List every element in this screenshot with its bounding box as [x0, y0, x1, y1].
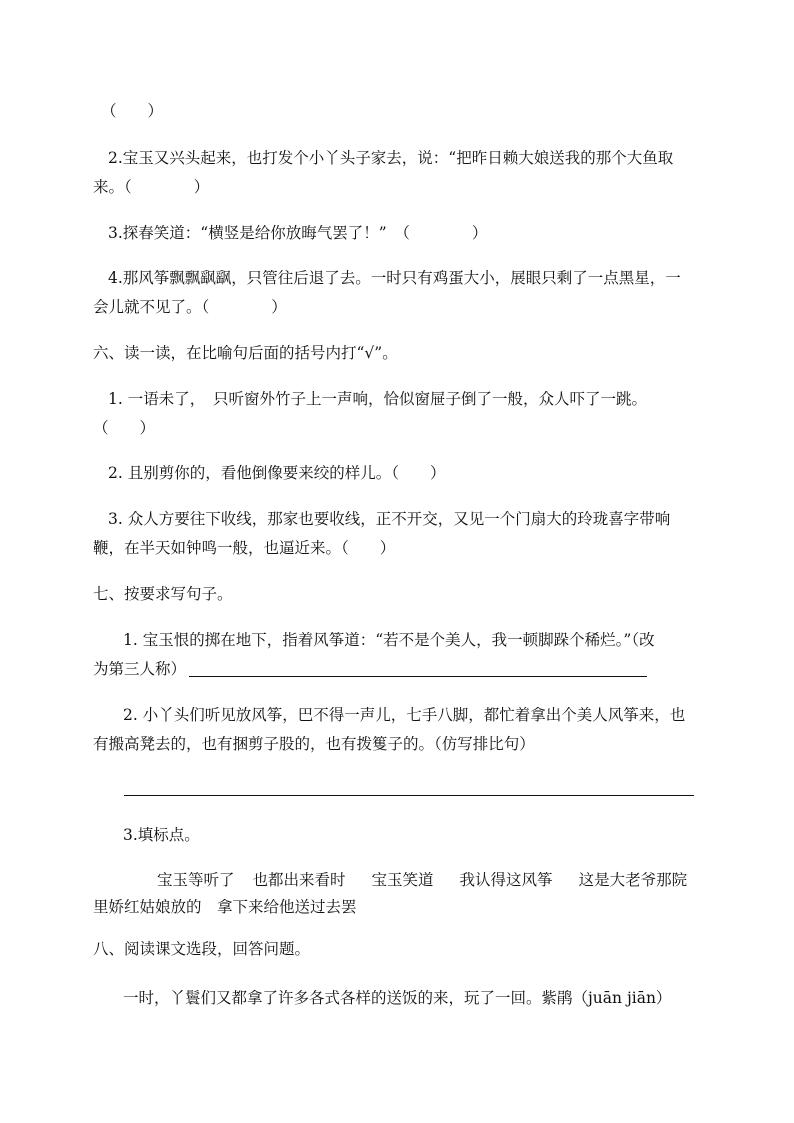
- answer-bracket: （ ）: [101, 102, 164, 120]
- question-3: 3.探春笑道：“横竖是给你放晦气罢了！” （ ）: [108, 224, 488, 242]
- punctuation-exercise-line-2: 里娇红姑娘放的 拿下来给他送过去罢: [93, 898, 357, 916]
- question-2-line-2: 来。（ ）: [93, 178, 210, 196]
- answer-line-1[interactable]: [189, 676, 647, 677]
- section-7-item-1-line-1: 1. 宝玉恨的掷在地下，指着风筝道：“若不是个美人，我一顿脚跺个稀烂。”（改: [123, 631, 655, 649]
- section-7-item-1-line-2: 为第三人称）: [93, 660, 187, 678]
- punct-segment: 宝玉笑道: [371, 871, 434, 889]
- section-7-heading: 七、按要求写句子。: [93, 585, 233, 603]
- section-7-item-2-line-2: 有搬高凳去的，也有捆剪子股的，也有拨篗子的。（仿写排比句）: [93, 735, 535, 753]
- section-7-item-2-line-1: 2. 小丫头们听见放风筝，巴不得一声儿，七手八脚，都忙着拿出个美人风筝来，也: [123, 706, 686, 724]
- section-7-item-3-heading: 3.填标点。: [123, 826, 200, 844]
- section-6-heading: 六、读一读，在比喻句后面的括号内打“√”。: [93, 344, 398, 362]
- question-2-line-1: 2.宝玉又兴头起来，也打发个小丫头子家去，说：“把昨日赖大娘送我的那个大鱼取: [108, 149, 674, 167]
- section-8-heading: 八、阅读课文选段，回答问题。: [93, 940, 311, 958]
- punct-segment: 宝玉等听了: [157, 871, 235, 889]
- section-6-item-1-line-2: （ ）: [93, 419, 156, 437]
- section-6-item-3-line-2: 鞭，在半天如钟鸣一般，也逼近来。（ ）: [93, 539, 396, 557]
- question-4-line-1: 4.那风筝飘飘飖飖，只管往后退了去。一时只有鸡蛋大小，展眼只剩了一点黑星，一: [108, 269, 681, 287]
- answer-line-2[interactable]: [124, 795, 694, 796]
- punct-segment: 我认得这风筝: [459, 871, 553, 889]
- section-6-item-3-line-1: 3. 众人方要往下收线，那家也要收线，正不开交，又见一个门扇大的玲珑喜字带响: [108, 510, 671, 528]
- question-4-line-2: 会儿就不见了。（ ）: [93, 298, 287, 316]
- section-6-item-2: 2. 且别剪你的，看他倒像要来绞的样儿。（ ）: [108, 464, 446, 482]
- punctuation-exercise-line-1: [157, 870, 687, 890]
- section-8-passage-line-1: 一时，丫鬟们又都拿了许多各式各样的送饭的来，玩了一回。紫鹃（juān jiān）: [123, 989, 672, 1007]
- section-6-item-1-line-1: 1. 一语未了， 只听窗外竹子上一声响，恰似窗屉子倒了一般，众人吓了一跳。: [108, 390, 647, 408]
- punct-segment: 这是大老爷那院: [578, 871, 688, 889]
- punct-segment: 也都出来看时: [252, 871, 346, 889]
